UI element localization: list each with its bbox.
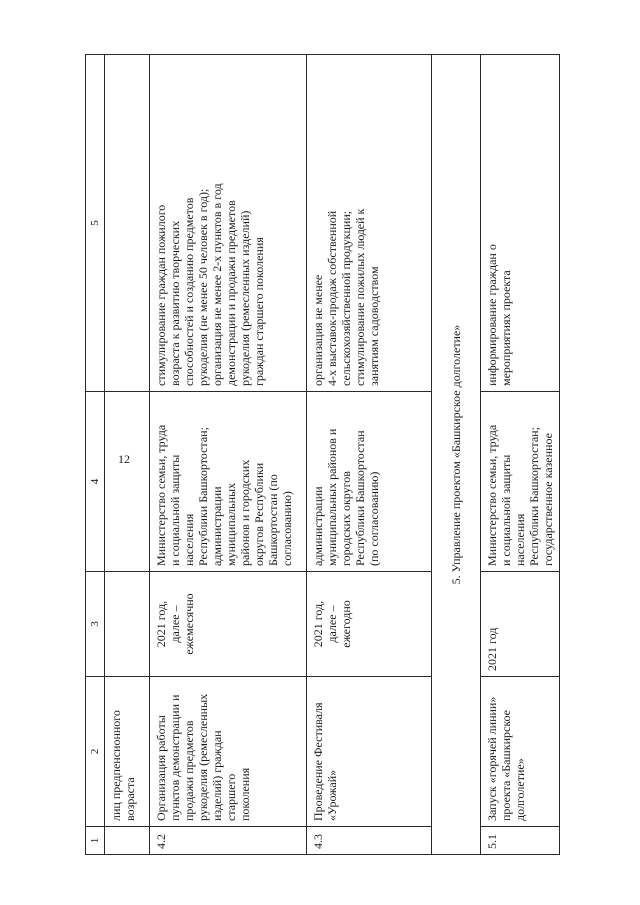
header-cell-5: 5 — [86, 55, 105, 392]
section-header-row — [432, 55, 481, 855]
page-number: 12 — [118, 452, 130, 466]
row-number — [105, 827, 150, 855]
activity-cell: Проведение Фестиваля «Урожай» — [307, 677, 432, 827]
period-cell — [105, 572, 150, 677]
row-number: 4.3 — [307, 827, 432, 855]
executor-cell — [105, 392, 150, 572]
period-cell: 2021 год, далее – ежемесячно — [150, 572, 307, 677]
header-cell-3: 3 — [86, 572, 105, 677]
table-row — [481, 55, 560, 855]
measures-table — [85, 54, 560, 855]
result-cell: организация не менее 4-х выставок-продаж собственной сельскохозяйственной продукции; стимулирование пожилых людей к занятиям садоводством — [307, 55, 432, 392]
table-row — [150, 55, 307, 855]
header-cell-2: 2 — [86, 677, 105, 827]
period-cell: 2021 год, далее – ежегодно — [307, 572, 432, 677]
executor-cell: администрации муниципальных районов и городских округов Республики Башкортостан (по согласованию) — [307, 392, 432, 572]
activity-cell: Организация работы пунктов демонстрации и продажи предметов рукоделия (ремесленных изделий) граждан старшего поколения — [150, 677, 307, 827]
result-cell: стимулирование граждан пожилого возраста к развитию творческих способностей и созданию предметов рукоделия (не менее 50 человек в год); организация не менее 2-х пунктов в год демонстрации и продажи предметов рукоделия (ремесленных изделий) граждан старшего поколения — [150, 55, 307, 392]
table-row — [307, 55, 432, 855]
row-number: 5.1 — [481, 827, 560, 855]
section-title: 5. Управление проектом «Башкирское долголетие» — [432, 55, 481, 855]
executor-cell: Министерство семьи, труда и социальной защиты населения Республики Башкортостан; государственное казенное — [481, 392, 560, 572]
activity-cell: лиц предпенсионного возраста — [105, 677, 150, 827]
table-row-continuation — [105, 55, 150, 855]
rotated-table-container — [85, 55, 605, 855]
header-cell-1: 1 — [86, 827, 105, 855]
period-cell: 2021 год — [481, 572, 560, 677]
header-row — [86, 55, 105, 855]
header-cell-4: 4 — [86, 392, 105, 572]
result-cell: информирование граждан о мероприятиях проекта — [481, 55, 560, 392]
row-number: 4.2 — [150, 827, 307, 855]
result-cell — [105, 55, 150, 392]
executor-cell: Министерство семьи, труда и социальной защиты населения Республики Башкортостан; администрации муниципальных районов и городских округов Республики Башкортостан (по согласованию) — [150, 392, 307, 572]
activity-cell: Запуск «горячей линии» проекта «Башкирское долголетие» — [481, 677, 560, 827]
